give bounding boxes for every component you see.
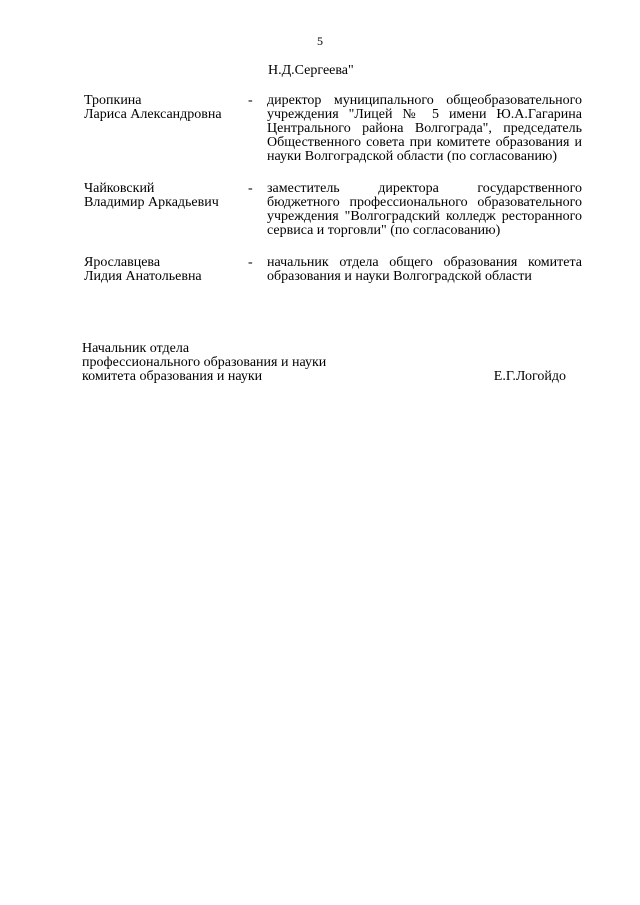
member-role: заместитель директора государственного бюджетного профессионального образовательного учреждения "Волгоградский колледж ресторанного сервиса и торговли" (по согласованию) — [267, 181, 582, 238]
member-surname: Ярославцева — [84, 255, 161, 270]
member-entry — [84, 94, 582, 164]
member-name — [84, 94, 254, 122]
member-dash: - — [248, 255, 253, 270]
member-given-name: Владимир Аркадьевич — [84, 195, 219, 210]
signer-name: Е.Г.Логойдо — [493, 369, 566, 384]
member-role: директор муниципального общеобразовательного учреждения "Лицей № 5 имени Ю.А.Гагарина Центрального района Волгограда", председатель Общественного совета при комитете образования и науки Волгоградской области (по согласованию) — [267, 93, 582, 164]
member-entry — [84, 182, 582, 238]
member-dash: - — [248, 93, 253, 108]
member-entry — [84, 256, 582, 284]
member-name — [84, 182, 254, 210]
members-list — [84, 94, 582, 302]
member-surname: Чайковский — [84, 181, 155, 196]
continuation-text: Н.Д.Сергеева" — [268, 63, 354, 78]
member-given-name: Лариса Александровна — [84, 107, 222, 122]
signature-title-line: комитета образования и науки — [82, 369, 263, 384]
signature-title-line: Начальник отдела — [82, 341, 190, 356]
page-number: 5 — [317, 34, 323, 48]
member-dash: - — [248, 181, 253, 196]
member-surname: Тропкина — [84, 93, 142, 108]
member-role: начальник отдела общего образования комитета образования и науки Волгоградской области — [267, 255, 582, 284]
member-given-name: Лидия Анатольевна — [84, 269, 202, 284]
signature-title-line: профессионального образования и науки — [82, 355, 327, 370]
signature-block — [82, 342, 566, 384]
member-name — [84, 256, 254, 284]
